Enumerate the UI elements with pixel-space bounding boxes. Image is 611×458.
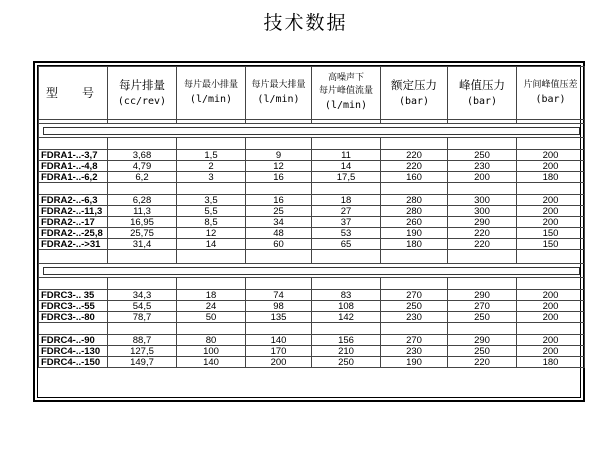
- header-min-label: 每片最小排量: [183, 79, 238, 90]
- cell-model: FDRC3-.. 35: [39, 290, 108, 301]
- table-row: [39, 228, 585, 239]
- cell-model: FDRC4-..-130: [39, 346, 108, 357]
- cell-rated-pressure: 250: [381, 301, 448, 312]
- header-peak-pressure: [448, 67, 517, 120]
- cell-max-displacement: 25: [246, 206, 312, 217]
- cell-max-displacement: 12: [246, 161, 312, 172]
- cell-peak-pressure: 200: [448, 172, 517, 183]
- cell-model: FDRA2-..->31: [39, 239, 108, 250]
- cell-max-displacement: 200: [246, 357, 312, 368]
- blank-row: [39, 250, 585, 264]
- cell-rated-pressure: 180: [381, 239, 448, 250]
- cell-peak-pressure: 250: [448, 312, 517, 323]
- table-row: [39, 290, 585, 301]
- cell-displacement: 88,7: [108, 335, 177, 346]
- cell-displacement: 54,5: [108, 301, 177, 312]
- cell-peak-pressure: 250: [448, 150, 517, 161]
- cell-peak-pressure: 230: [448, 161, 517, 172]
- cell-rated-pressure: 220: [381, 150, 448, 161]
- table-row: [39, 195, 585, 206]
- cell-noise-peak-flow: 108: [312, 301, 381, 312]
- cell-min-displacement: 2: [177, 161, 246, 172]
- cell-model: FDRA2-..-17: [39, 217, 108, 228]
- header-row: [39, 67, 585, 120]
- cell-max-displacement: 9: [246, 150, 312, 161]
- cell-displacement: 6,28: [108, 195, 177, 206]
- cell-max-displacement: 135: [246, 312, 312, 323]
- cell-noise-peak-flow: 17,5: [312, 172, 381, 183]
- cell-noise-peak-flow: 142: [312, 312, 381, 323]
- cell-noise-peak-flow: 156: [312, 335, 381, 346]
- cell-displacement: 6,2: [108, 172, 177, 183]
- table-row: [39, 161, 585, 172]
- cell-displacement: 78,7: [108, 312, 177, 323]
- cell-peak-pressure-diff: 150: [517, 228, 585, 239]
- cell-displacement: 31,4: [108, 239, 177, 250]
- cell-max-displacement: 140: [246, 335, 312, 346]
- cell-peak-pressure: 270: [448, 301, 517, 312]
- cell-displacement: 127,5: [108, 346, 177, 357]
- cell-peak-pressure: 220: [448, 239, 517, 250]
- cell-peak-pressure-diff: 200: [517, 346, 585, 357]
- header-displacement-unit: (cc/rev): [117, 95, 167, 107]
- table-row: [39, 206, 585, 217]
- cell-min-displacement: 8,5: [177, 217, 246, 228]
- table-row: [39, 217, 585, 228]
- cell-max-displacement: 60: [246, 239, 312, 250]
- spec-table-frame: [33, 61, 585, 402]
- cell-peak-pressure-diff: 180: [517, 172, 585, 183]
- cell-rated-pressure: 280: [381, 206, 448, 217]
- table-row: [39, 335, 585, 346]
- cell-displacement: 16,95: [108, 217, 177, 228]
- header-diff-unit: (bar): [535, 93, 566, 105]
- spec-table-inner: [37, 65, 581, 398]
- cell-rated-pressure: 260: [381, 217, 448, 228]
- header-noise-line1: 高噪声下: [327, 73, 364, 83]
- cell-peak-pressure-diff: 200: [517, 290, 585, 301]
- separator-bar: [43, 267, 580, 275]
- blank-row: [39, 323, 585, 335]
- page-title: 技术数据: [263, 12, 348, 34]
- cell-noise-peak-flow: 65: [312, 239, 381, 250]
- table-row: [39, 150, 585, 161]
- cell-noise-peak-flow: 37: [312, 217, 381, 228]
- cell-min-displacement: 24: [177, 301, 246, 312]
- cell-rated-pressure: 270: [381, 335, 448, 346]
- cell-model: FDRA2-..-25,8: [39, 228, 108, 239]
- cell-min-displacement: 5,5: [177, 206, 246, 217]
- cell-rated-pressure: 190: [381, 357, 448, 368]
- cell-peak-pressure-diff: 180: [517, 357, 585, 368]
- cell-noise-peak-flow: 210: [312, 346, 381, 357]
- cell-peak-pressure: 290: [448, 335, 517, 346]
- cell-max-displacement: 98: [246, 301, 312, 312]
- cell-peak-pressure: 290: [448, 217, 517, 228]
- cell-peak-pressure-diff: 200: [517, 217, 585, 228]
- cell-min-displacement: 1,5: [177, 150, 246, 161]
- cell-min-displacement: 50: [177, 312, 246, 323]
- cell-peak-pressure: 290: [448, 290, 517, 301]
- header-model: [39, 67, 108, 120]
- cell-rated-pressure: 220: [381, 161, 448, 172]
- cell-peak-pressure: 220: [448, 228, 517, 239]
- cell-noise-peak-flow: 18: [312, 195, 381, 206]
- header-noise-unit: (l/min): [324, 100, 368, 111]
- cell-max-displacement: 48: [246, 228, 312, 239]
- cell-noise-peak-flow: 14: [312, 161, 381, 172]
- header-peak-unit: (bar): [466, 95, 498, 107]
- separator-bar: [43, 127, 580, 135]
- header-diff-label: 片间峰值压差: [523, 79, 578, 90]
- header-displacement-label: 每片排量: [119, 77, 165, 92]
- cell-displacement: 34,3: [108, 290, 177, 301]
- cell-rated-pressure: 160: [381, 172, 448, 183]
- cell-model: FDRA1-..-6,2: [39, 172, 108, 183]
- header-model-label: 型 号: [45, 85, 100, 100]
- cell-peak-pressure-diff: 200: [517, 150, 585, 161]
- cell-peak-pressure-diff: 150: [517, 239, 585, 250]
- cell-model: FDRC4-..-90: [39, 335, 108, 346]
- cell-max-displacement: 170: [246, 346, 312, 357]
- cell-min-displacement: 100: [177, 346, 246, 357]
- cell-peak-pressure: 220: [448, 357, 517, 368]
- cell-min-displacement: 14: [177, 239, 246, 250]
- blank-row: [39, 278, 585, 290]
- cell-peak-pressure-diff: 200: [517, 206, 585, 217]
- blank-row: [39, 138, 585, 150]
- cell-min-displacement: 80: [177, 335, 246, 346]
- cell-peak-pressure: 300: [448, 206, 517, 217]
- cell-rated-pressure: 280: [381, 195, 448, 206]
- section-separator: [39, 264, 585, 278]
- table-row: [39, 172, 585, 183]
- cell-model: FDRA2-..-11,3: [39, 206, 108, 217]
- cell-rated-pressure: 230: [381, 312, 448, 323]
- cell-model: FDRC4-..-150: [39, 357, 108, 368]
- cell-displacement: 4,79: [108, 161, 177, 172]
- header-max-unit: (l/min): [257, 93, 300, 105]
- cell-model: FDRA2-..-6,3: [39, 195, 108, 206]
- table-row: [39, 346, 585, 357]
- cell-noise-peak-flow: 27: [312, 206, 381, 217]
- blank-row: [39, 183, 585, 195]
- cell-max-displacement: 34: [246, 217, 312, 228]
- cell-peak-pressure-diff: 200: [517, 301, 585, 312]
- header-rated-label: 额定压力: [391, 77, 437, 92]
- header-min-displacement: [177, 67, 246, 120]
- cell-noise-peak-flow: 53: [312, 228, 381, 239]
- cell-peak-pressure: 300: [448, 195, 517, 206]
- cell-min-displacement: 140: [177, 357, 246, 368]
- section-separator: [39, 124, 585, 138]
- cell-noise-peak-flow: 11: [312, 150, 381, 161]
- header-noise-line2: 每片峰值流量: [318, 86, 373, 96]
- header-rated-unit: (bar): [398, 95, 430, 107]
- cell-min-displacement: 18: [177, 290, 246, 301]
- cell-peak-pressure: 250: [448, 346, 517, 357]
- cell-min-displacement: 3: [177, 172, 246, 183]
- cell-model: FDRC3-..-55: [39, 301, 108, 312]
- table-row: [39, 301, 585, 312]
- cell-peak-pressure-diff: 200: [517, 312, 585, 323]
- cell-min-displacement: 12: [177, 228, 246, 239]
- header-min-unit: (l/min): [189, 93, 233, 105]
- cell-noise-peak-flow: 250: [312, 357, 381, 368]
- header-noise-peak-flow: [312, 67, 381, 120]
- cell-model: FDRC3-..-80: [39, 312, 108, 323]
- header-max-label: 每片最大排量: [251, 79, 306, 90]
- cell-displacement: 25,75: [108, 228, 177, 239]
- cell-min-displacement: 3,5: [177, 195, 246, 206]
- cell-model: FDRA1-..-4,8: [39, 161, 108, 172]
- cell-max-displacement: 16: [246, 172, 312, 183]
- cell-rated-pressure: 190: [381, 228, 448, 239]
- cell-displacement: 3,68: [108, 150, 177, 161]
- header-max-displacement: [246, 67, 312, 120]
- cell-peak-pressure-diff: 200: [517, 161, 585, 172]
- cell-rated-pressure: 270: [381, 290, 448, 301]
- cell-peak-pressure-diff: 200: [517, 195, 585, 206]
- cell-max-displacement: 74: [246, 290, 312, 301]
- table-row: [39, 357, 585, 368]
- table-row: [39, 239, 585, 250]
- cell-rated-pressure: 230: [381, 346, 448, 357]
- cell-peak-pressure-diff: 200: [517, 335, 585, 346]
- header-displacement: [108, 67, 177, 120]
- header-peak-pressure-diff: [517, 67, 585, 120]
- cell-max-displacement: 16: [246, 195, 312, 206]
- header-rated-pressure: [381, 67, 448, 120]
- table-row: [39, 312, 585, 323]
- header-peak-label: 峰值压力: [459, 77, 505, 92]
- cell-displacement: 11,3: [108, 206, 177, 217]
- cell-model: FDRA1-..-3,7: [39, 150, 108, 161]
- spec-table: [38, 66, 585, 368]
- cell-noise-peak-flow: 83: [312, 290, 381, 301]
- cell-displacement: 149,7: [108, 357, 177, 368]
